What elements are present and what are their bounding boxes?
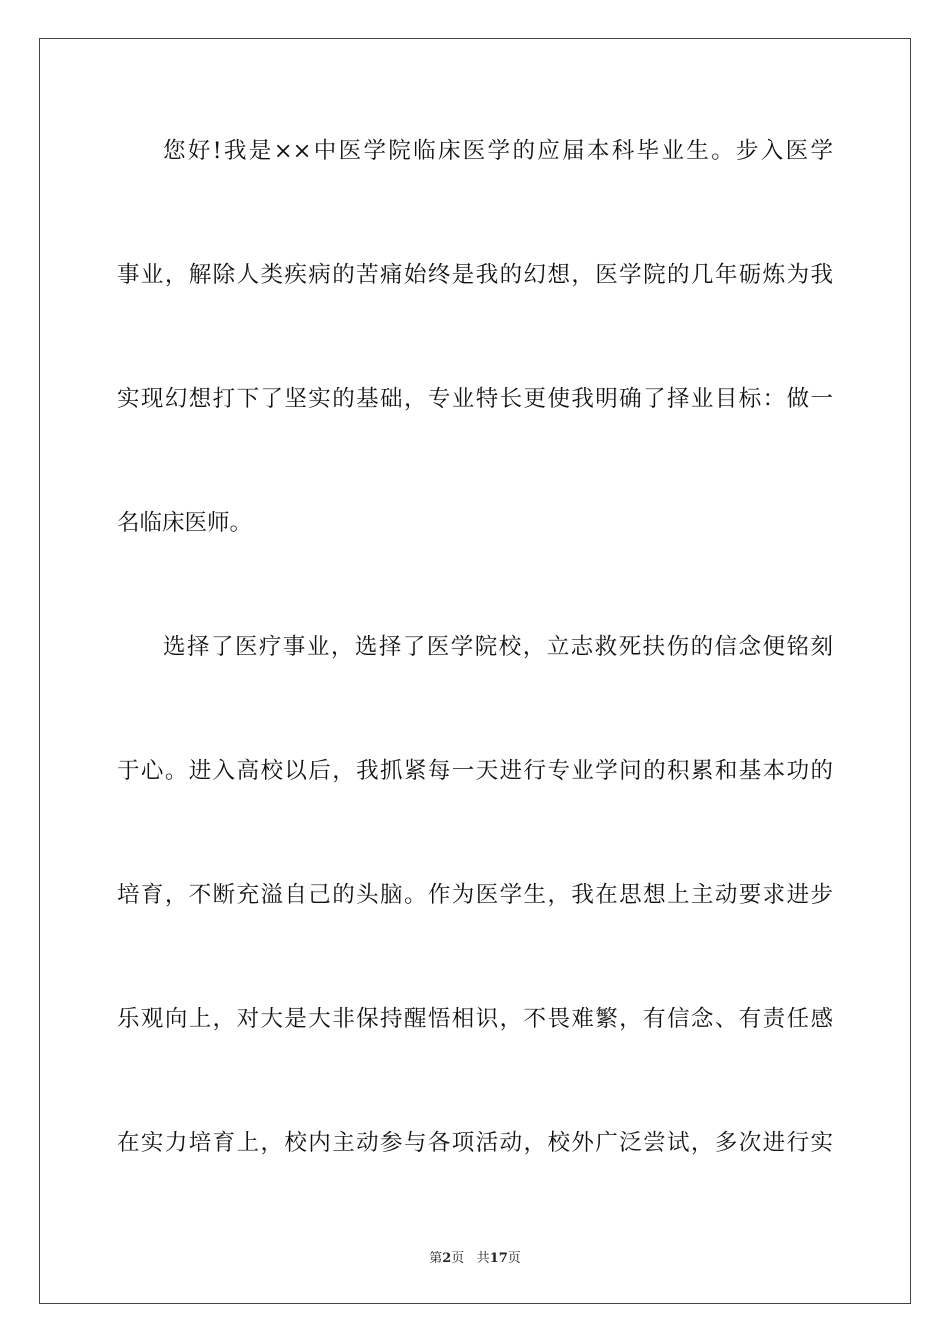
text-line-4: 名临床医师。: [117, 510, 253, 536]
text-line-9: 在实力培育上，校内主动参与各项活动，校外广泛尝试，多次进行实: [117, 1130, 833, 1156]
footer-total-suffix: 页: [507, 1251, 521, 1266]
text-line-5: 选择了医疗事业，选择了医学院校，立志救死扶伤的信念便铭刻: [163, 634, 833, 660]
text-line-6: 于心。进入高校以后，我抓紧每一天进行专业学问的积累和基本功的: [117, 758, 833, 784]
text-line-1: 您好!我是××中医学院临床医学的应届本科毕业生。步入医学: [163, 138, 833, 164]
page-footer: [0, 1247, 950, 1266]
footer-page-number: 2: [442, 1251, 452, 1266]
footer-page-suffix: 页: [451, 1251, 465, 1266]
footer-page-prefix: 第: [429, 1251, 443, 1266]
footer-total-prefix: 共: [476, 1251, 490, 1266]
footer-total-pages: 17: [489, 1251, 508, 1266]
text-line-8: 乐观向上，对大是大非保持醒悟相识，不畏难繁，有信念、有责任感: [117, 1006, 833, 1032]
text-line-7: 培育，不断充溢自己的头脑。作为医学生，我在思想上主动要求进步: [117, 882, 833, 908]
text-line-2: 事业，解除人类疾病的苦痛始终是我的幻想，医学院的几年砺炼为我: [117, 262, 833, 288]
text-line-3: 实现幻想打下了坚实的基础，专业特长更使我明确了择业目标：做一: [117, 386, 833, 412]
page-frame: [39, 38, 911, 1304]
